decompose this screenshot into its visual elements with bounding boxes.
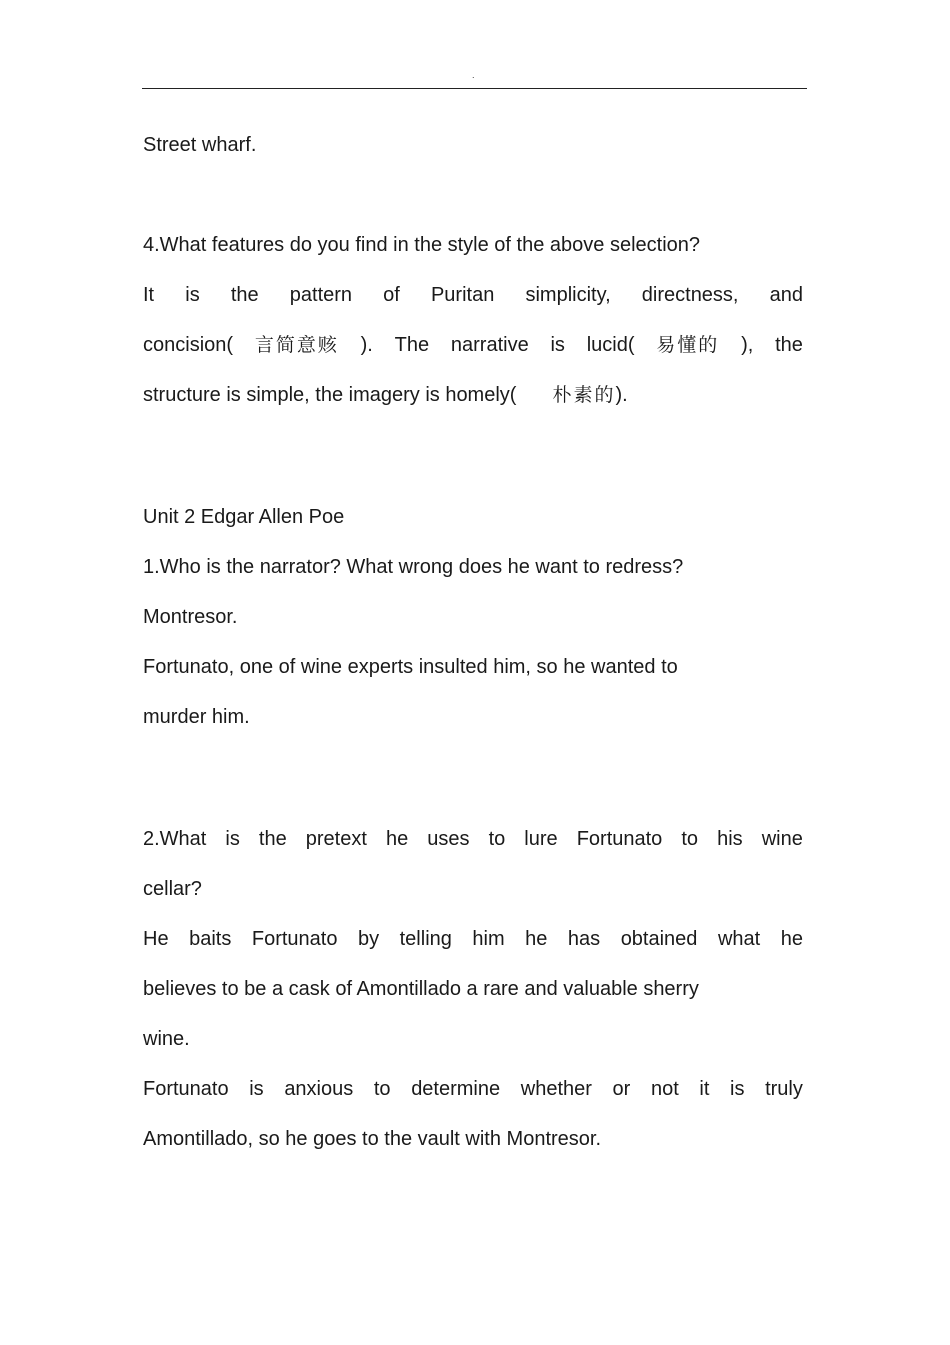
word: pattern [289, 284, 353, 306]
word: and [769, 284, 803, 306]
text-fragment: ). [615, 384, 628, 406]
question-2-line-1 [143, 827, 803, 851]
word: by [357, 928, 380, 950]
answer-2-line-2: believes to be a cask of Amontillado a rare and valuable sherry [143, 978, 699, 1000]
word: baits [189, 928, 232, 950]
word: He [143, 928, 169, 950]
word: 2.What [143, 828, 207, 850]
answer-2-line-1 [143, 927, 803, 951]
word: or [612, 1078, 631, 1100]
text-fragment: the [775, 334, 803, 356]
word: is [225, 828, 240, 850]
word: telling [399, 928, 452, 950]
answer-1-line: Fortunato, one of wine experts insulted him, so he wanted to [143, 656, 678, 678]
question-1: 1.Who is the narrator? What wrong does he want to redress? [143, 556, 684, 578]
text-fragment: structure is simple, the imagery is homely( [143, 384, 517, 406]
question-2-line-2: cellar? [143, 878, 202, 900]
text-fragment: is [550, 334, 565, 356]
chinese-gloss: 易懂的 [656, 334, 720, 356]
word: is [249, 1078, 264, 1100]
answer-4-line-2 [143, 333, 803, 357]
word: Fortunato [251, 928, 338, 950]
word: has [567, 928, 601, 950]
word: obtained [620, 928, 698, 950]
word: what [717, 928, 761, 950]
word: Fortunato [576, 828, 663, 850]
word: uses [427, 828, 470, 850]
intro-line: Street wharf. [143, 134, 257, 156]
answer-2-line-5: Amontillado, so he goes to the vault with Montresor. [143, 1128, 602, 1150]
word: Fortunato [143, 1078, 229, 1100]
word: pretext [305, 828, 367, 850]
word: whether [520, 1078, 592, 1100]
word: is [185, 284, 200, 306]
word: he [780, 928, 803, 950]
unit-title: Unit 2 Edgar Allen Poe [143, 506, 345, 528]
word: is [730, 1078, 745, 1100]
answer-2-line-4 [143, 1077, 803, 1101]
text-fragment: narrative [450, 334, 529, 356]
header-mark: . [472, 70, 475, 80]
word: directness, [641, 284, 739, 306]
word: his [717, 828, 743, 850]
answer-1-line: Montresor. [143, 606, 238, 628]
text-fragment: concision( [143, 334, 234, 356]
word: he [385, 828, 409, 850]
word: the [230, 284, 259, 306]
answer-4-line-3 [143, 383, 803, 407]
word: him [472, 928, 505, 950]
word: it [699, 1078, 710, 1100]
word: not [650, 1078, 679, 1100]
text-fragment: ), [741, 334, 754, 356]
word: wine [761, 828, 803, 850]
answer-2-line-3: wine. [143, 1028, 190, 1050]
chinese-gloss: 朴素的 [552, 384, 616, 406]
word: he [525, 928, 548, 950]
answer-1-line: murder him. [143, 706, 250, 728]
question-4: 4.What features do you find in the style of the above selection? [143, 234, 701, 256]
word: lure [524, 828, 558, 850]
chinese-gloss: 言简意赅 [254, 334, 339, 356]
text-fragment: lucid( [586, 334, 635, 356]
word: the [258, 828, 287, 850]
word: to [488, 828, 506, 850]
word: determine [411, 1078, 501, 1100]
word: Puritan [430, 284, 495, 306]
answer-4-line-1 [143, 283, 803, 307]
header-rule [142, 88, 807, 89]
word: truly [765, 1078, 803, 1100]
word: to [681, 828, 699, 850]
word: It [143, 284, 155, 306]
word: to [373, 1078, 391, 1100]
word: anxious [284, 1078, 354, 1100]
text-fragment: The [394, 334, 430, 356]
word: simplicity, [525, 284, 611, 306]
word: of [383, 284, 400, 306]
text-fragment: ). [360, 334, 373, 356]
